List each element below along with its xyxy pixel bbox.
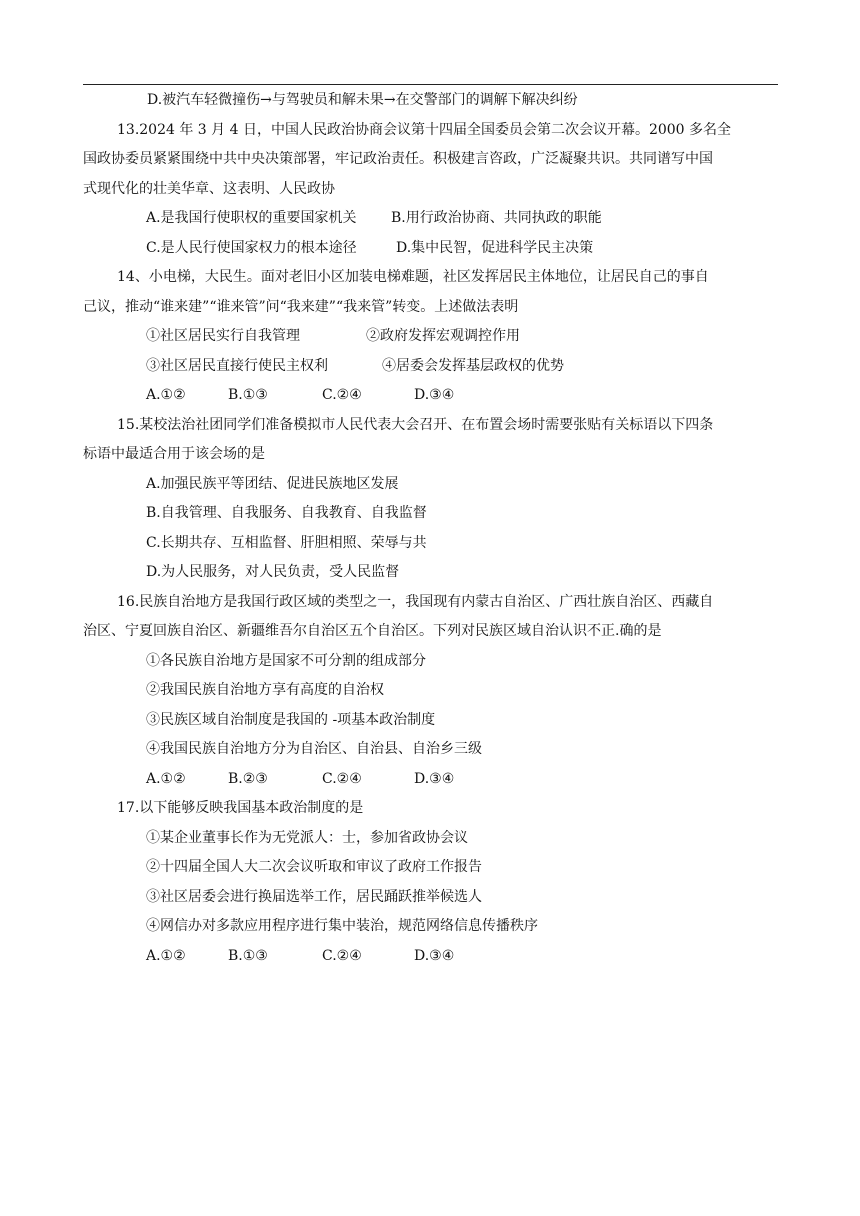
q16-item-2: ②我国民族自治地方享有高度的自治权: [146, 682, 384, 698]
q17-choice-c: C.②④: [322, 947, 362, 964]
q13-stem-line-2: 国政协委员紧紧围绕中共中央决策部署，牢记政治责任。积极建言咨政，广泛凝聚共识。共同谱写中国: [83, 151, 713, 167]
q16-choice-d: D.③④: [414, 770, 455, 787]
header-rule: [83, 84, 778, 85]
q17-choice-d: D.③④: [414, 947, 455, 964]
q14-choice-d: D.③④: [414, 387, 455, 403]
q16-stem-line-2: 治区、宁夏回族自治区、新疆维吾尔自治区五个自治区。下列对民族区域自治认识不正.确的是: [83, 623, 662, 639]
q14-item-1: ①社区居民实行自我管理: [146, 328, 300, 344]
q14-item-2: ②政府发挥宏观调控作用: [366, 328, 520, 344]
q14-item-4: ④居委会发挥基层政权的优势: [382, 357, 564, 374]
q15-option-a: A.加强民族平等团结、促进民族地区发展: [146, 475, 399, 492]
q16-item-3: ③民族区域自治制度是我国的 -项基本政治制度: [146, 711, 436, 728]
q16-stem-line-1: 16.民族自治地方是我国行政区域的类型之一，我国现有内蒙古自治区、广西壮族自治区、西藏自: [117, 593, 714, 610]
q13-option-a: A.是我国行使职权的重要国家机关: [146, 210, 357, 226]
q14-item-3: ③社区居民直接行使民主权利: [146, 357, 328, 374]
q16-choice-a: A.①②: [146, 770, 186, 787]
q17-stem-line-1: 17.以下能够反映我国基本政治制度的是: [117, 800, 364, 816]
q13-options-row-2: [83, 234, 783, 264]
q14-choice-a: A.①②: [146, 387, 186, 403]
q13-option-d: D.集中民智，促进科学民主决策: [396, 239, 594, 256]
q16-item-1: ①各民族自治地方是国家不可分割的组成部分: [146, 652, 426, 669]
q17-item-2: ②十四届全国人大二次会议听取和审议了政府工作报告: [146, 859, 482, 875]
q14-stem-line-1: 14、小电梯，大民生。面对老旧小区加装电梯难题，社区发挥居民主体地位，让居民自己的事自: [117, 269, 709, 285]
q14-items-row-2: [83, 352, 783, 382]
q15-stem-line-2: 标语中最适合用于该会场的是: [83, 446, 265, 462]
q14-choice-b: B.①③: [228, 387, 268, 403]
q17-item-3: ③社区居委会进行换届选举工作，居民踊跃推举候选人: [146, 888, 482, 905]
q13-stem-line-1: 13.2024 年 3 月 4 日，中国人民政治协商会议第十四届全国委员会第二次会议开幕。2000 多名全: [117, 121, 732, 138]
q16-choice-c: C.②④: [322, 770, 362, 787]
q12-option-d: D.被汽车轻微撞伤→与驾驶员和解未果→在交警部门的调解下解决纠纷: [147, 92, 578, 108]
q13-option-c: C.是人民行使国家权力的根本途径: [146, 239, 357, 256]
q15-stem-line-1: 15.某校法治社团同学们准备模拟市人民代表大会召开、在布置会场时需要张贴有关标语以下四条: [117, 416, 714, 433]
q13-options-row-1: [83, 204, 783, 234]
q13-stem-line-3: 式现代化的壮美华章、这表明、人民政协: [83, 180, 335, 197]
q17-item-4: ④网信办对多款应用程序进行集中装治，规范网络信息传播秩序: [146, 918, 538, 934]
q15-option-c: C.长期共存、互相监督、肝胆相照、荣辱与共: [146, 534, 427, 551]
q17-choices: [83, 942, 783, 972]
q14-choices: [83, 381, 783, 411]
q16-choices: [83, 765, 783, 795]
exam-page: [83, 86, 783, 971]
q13-option-b: B.用行政治协商、共同执政的职能: [391, 210, 602, 226]
q16-item-4: ④我国民族自治地方分为自治区、自治县、自治乡三级: [146, 741, 482, 757]
q14-stem-line-2: 己议，推动“谁来建”“谁来管”问“我来建”“我来管”转变。上述做法表明: [83, 298, 519, 315]
q16-choice-b: B.②③: [228, 770, 268, 787]
q17-choice-b: B.①③: [228, 947, 268, 964]
q17-choice-a: A.①②: [146, 947, 186, 964]
q14-choice-c: C.②④: [322, 387, 362, 403]
q15-option-b: B.自我管理、自我服务、自我教育、自我监督: [146, 505, 427, 521]
q15-option-d: D.为人民服务，对人民负责，受人民监督: [146, 564, 400, 580]
q17-item-1: ①某企业董事长作为无党派人：士，参加省政协会议: [146, 829, 468, 846]
q14-items-row-1: [83, 322, 783, 352]
